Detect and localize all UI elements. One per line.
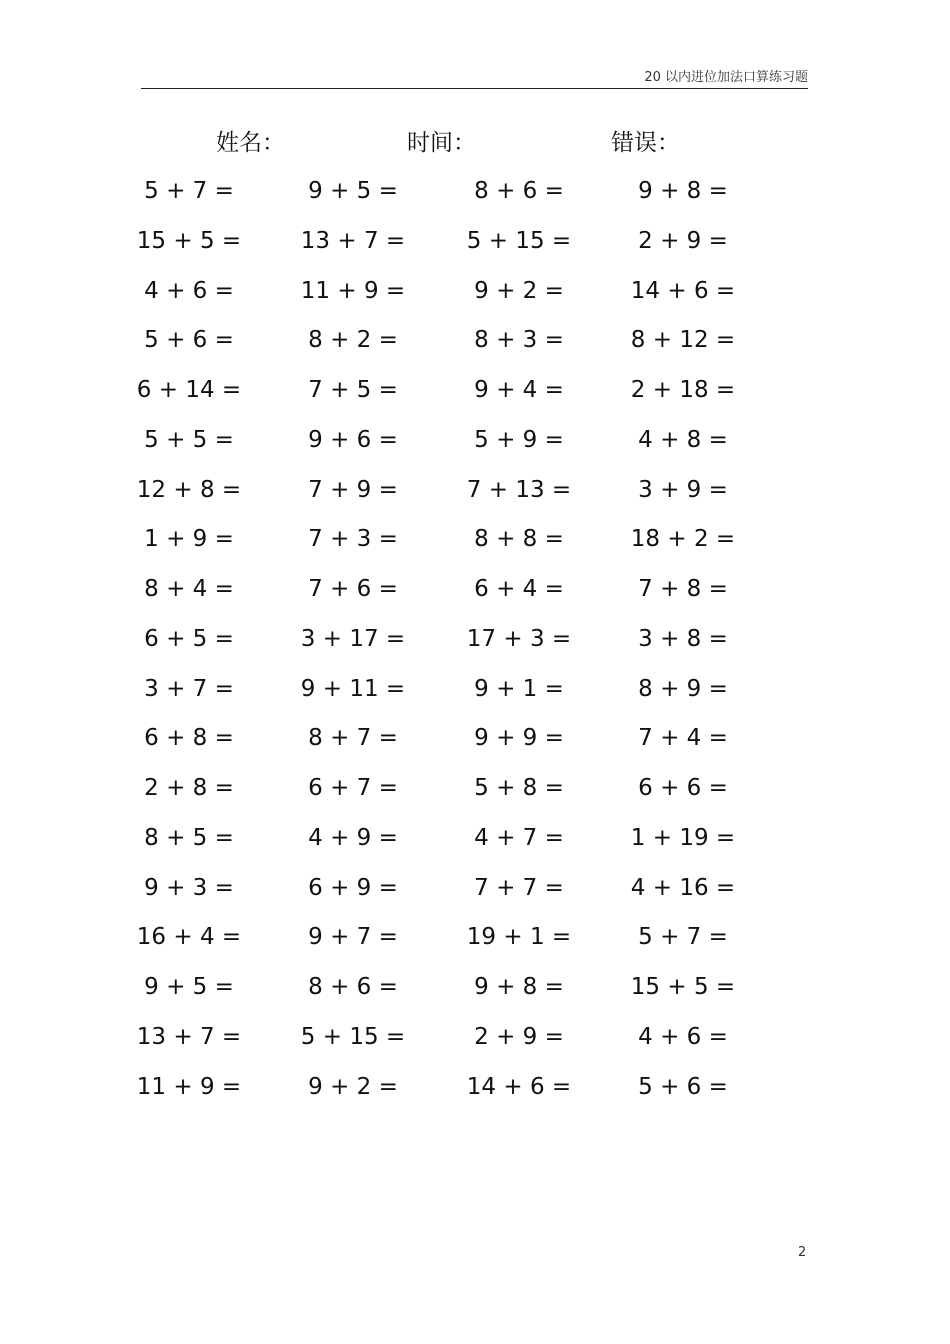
problem-item: 3 + 17 =	[300, 625, 406, 652]
problem-item: 7 + 4 =	[638, 725, 728, 752]
problem-item: 6 + 7 =	[308, 775, 398, 802]
problem-item: 1 + 19 =	[630, 824, 736, 851]
problem-row	[0, 173, 950, 223]
problem-item: 9 + 3 =	[144, 874, 234, 901]
problem-item: 4 + 6 =	[638, 1024, 728, 1051]
problem-item: 5 + 5 =	[144, 426, 234, 453]
problem-item: 9 + 2 =	[474, 277, 564, 304]
problem-item: 7 + 8 =	[638, 576, 728, 603]
problem-row	[0, 521, 950, 571]
problem-item: 3 + 7 =	[144, 675, 234, 702]
problem-item: 6 + 14 =	[136, 377, 242, 404]
problem-item: 9 + 1 =	[474, 675, 564, 702]
problem-row	[0, 671, 950, 721]
problem-item: 6 + 5 =	[144, 625, 234, 652]
problem-item: 7 + 13 =	[466, 476, 572, 503]
problem-item: 19 + 1 =	[466, 924, 572, 951]
problem-item: 4 + 16 =	[630, 874, 736, 901]
problem-item: 9 + 9 =	[474, 725, 564, 752]
problem-item: 8 + 6 =	[308, 974, 398, 1001]
problem-row	[0, 422, 950, 472]
problem-item: 15 + 5 =	[630, 974, 736, 1001]
problem-item: 9 + 11 =	[300, 675, 406, 702]
problem-item: 5 + 15 =	[300, 1024, 406, 1051]
problem-item: 3 + 9 =	[638, 476, 728, 503]
problem-item: 9 + 5 =	[144, 974, 234, 1001]
problem-item: 4 + 7 =	[474, 824, 564, 851]
problem-item: 8 + 7 =	[308, 725, 398, 752]
problem-item: 5 + 8 =	[474, 775, 564, 802]
problem-grid	[0, 173, 950, 1119]
problem-item: 5 + 6 =	[638, 1073, 728, 1100]
problem-item: 5 + 15 =	[466, 227, 572, 254]
problem-row	[0, 621, 950, 671]
problem-item: 9 + 5 =	[308, 178, 398, 204]
problem-item: 2 + 8 =	[144, 775, 234, 802]
problem-item: 2 + 9 =	[474, 1024, 564, 1051]
problem-item: 7 + 9 =	[308, 476, 398, 503]
problem-item: 3 + 8 =	[638, 625, 728, 652]
problem-item: 8 + 8 =	[474, 526, 564, 553]
problem-row	[0, 472, 950, 522]
problem-item: 11 + 9 =	[136, 1073, 242, 1100]
problem-item: 7 + 6 =	[308, 576, 398, 603]
problem-item: 9 + 8 =	[474, 974, 564, 1001]
problem-item: 11 + 9 =	[300, 277, 406, 304]
problem-item: 8 + 12 =	[630, 327, 736, 354]
problem-item: 13 + 7 =	[300, 227, 406, 254]
problem-item: 7 + 3 =	[308, 526, 398, 553]
problem-row	[0, 820, 950, 870]
problem-item: 8 + 2 =	[308, 327, 398, 354]
page-number: 2	[798, 1245, 807, 1260]
problem-item: 1 + 9 =	[144, 526, 234, 553]
problem-item: 6 + 4 =	[474, 576, 564, 603]
problem-item: 4 + 8 =	[638, 426, 728, 453]
errors-label: 错误：	[611, 130, 680, 156]
problem-item: 9 + 4 =	[474, 377, 564, 404]
problem-item: 8 + 3 =	[474, 327, 564, 354]
problem-item: 13 + 7 =	[136, 1024, 242, 1051]
problem-row	[0, 919, 950, 969]
problem-item: 2 + 9 =	[638, 227, 728, 254]
problem-item: 14 + 6 =	[630, 277, 736, 304]
time-label: 时间：	[407, 130, 476, 156]
problem-item: 6 + 9 =	[308, 874, 398, 901]
problem-row	[0, 720, 950, 770]
header-title: 20 以内进位加法口算练习题	[644, 70, 808, 85]
header-divider	[141, 88, 808, 89]
problem-item: 6 + 8 =	[144, 725, 234, 752]
worksheet-info-labels	[0, 124, 950, 160]
problem-item: 9 + 7 =	[308, 924, 398, 951]
problem-item: 17 + 3 =	[466, 625, 572, 652]
problem-item: 5 + 9 =	[474, 426, 564, 453]
problem-item: 16 + 4 =	[136, 924, 242, 951]
problem-row	[0, 273, 950, 323]
problem-item: 4 + 6 =	[144, 277, 234, 304]
problem-row	[0, 870, 950, 920]
problem-item: 4 + 9 =	[308, 824, 398, 851]
problem-item: 8 + 5 =	[144, 824, 234, 851]
problem-item: 12 + 8 =	[136, 476, 242, 503]
problem-item: 7 + 7 =	[474, 874, 564, 901]
problem-item: 9 + 2 =	[308, 1073, 398, 1100]
problem-row	[0, 1069, 950, 1119]
problem-row	[0, 223, 950, 273]
problem-row	[0, 969, 950, 1019]
problem-item: 7 + 5 =	[308, 377, 398, 404]
problem-item: 6 + 6 =	[638, 775, 728, 802]
problem-row	[0, 1019, 950, 1069]
problem-row	[0, 770, 950, 820]
problem-row	[0, 571, 950, 621]
problem-item: 8 + 4 =	[144, 576, 234, 603]
problem-item: 5 + 6 =	[144, 327, 234, 354]
problem-item: 15 + 5 =	[136, 227, 242, 254]
problem-row	[0, 322, 950, 372]
problem-item: 9 + 6 =	[308, 426, 398, 453]
problem-item: 18 + 2 =	[630, 526, 736, 553]
problem-item: 9 + 8 =	[638, 178, 728, 204]
problem-item: 8 + 6 =	[474, 178, 564, 204]
problem-item: 14 + 6 =	[466, 1073, 572, 1100]
name-label: 姓名：	[216, 130, 285, 156]
problem-item: 2 + 18 =	[630, 377, 736, 404]
problem-item: 5 + 7 =	[144, 178, 234, 204]
problem-item: 5 + 7 =	[638, 924, 728, 951]
problem-item: 8 + 9 =	[638, 675, 728, 702]
problem-row	[0, 372, 950, 422]
